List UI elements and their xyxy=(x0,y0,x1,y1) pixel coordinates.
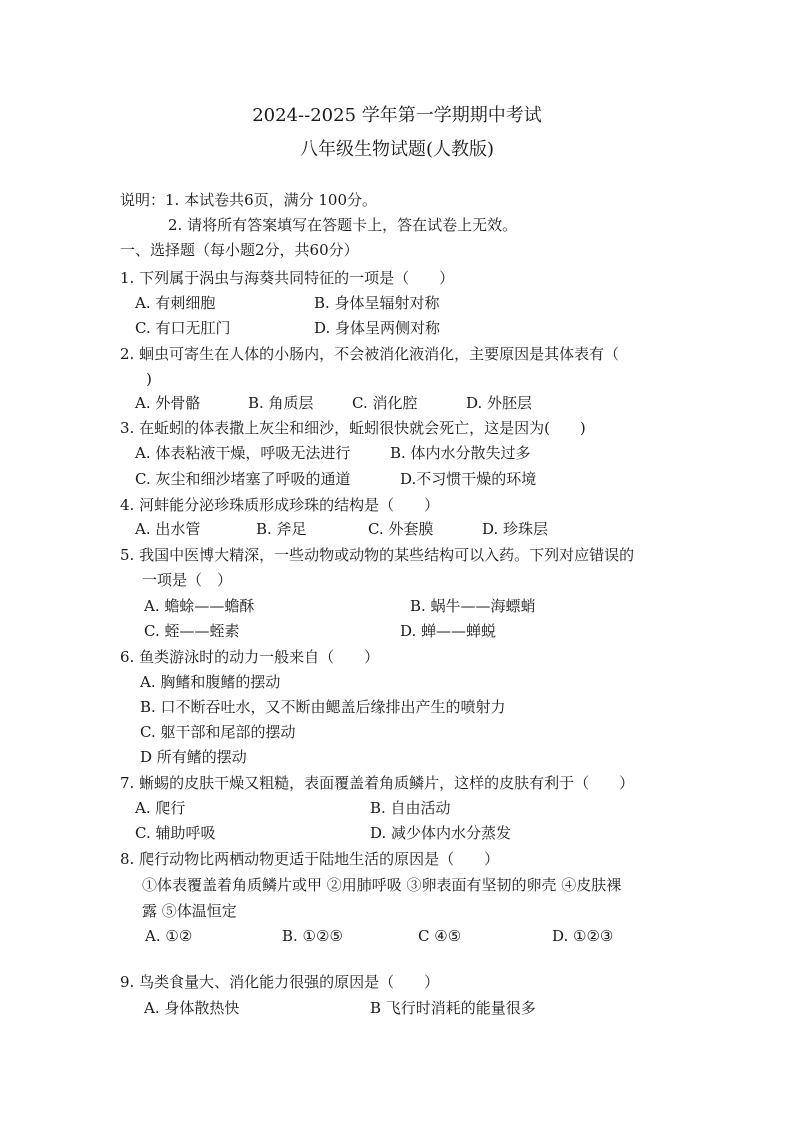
option: B. 斧足 xyxy=(256,520,307,538)
instruction-line-1: 说明：1. 本试卷共6页，满分 100分。 xyxy=(120,191,378,209)
option: B. 体内水分散失过多 xyxy=(390,444,531,462)
question-stem: 2. 蛔虫可寄生在人体的小肠内，不会被消化液消化，主要原因是其体表有（ xyxy=(120,345,620,363)
question-stem-cont: 一项是（ ） xyxy=(142,571,233,589)
section-heading: 一、选择题（每小题2分，共60分） xyxy=(120,241,359,259)
question-stem: 3. 在蚯蚓的体表撒上灰尘和细沙，蚯蚓很快就会死亡，这是因为( ) xyxy=(120,419,586,437)
option: A. 有刺细胞 xyxy=(135,294,216,312)
option: B. 角质层 xyxy=(248,394,314,412)
option: A. 爬行 xyxy=(135,799,186,817)
option: C. 躯干部和尾部的摆动 xyxy=(140,723,296,741)
option: A. ①② xyxy=(145,927,193,945)
option: A. 蟾蜍——蟾酥 xyxy=(144,597,255,615)
instruction-line-2: 2. 请将所有答案填写在答题卡上，答在试卷上无效。 xyxy=(168,216,518,234)
option: A. 胸鳍和腹鳍的摆动 xyxy=(140,673,281,691)
question-stem-cont: 露 ⑤体温恒定 xyxy=(142,902,237,920)
option: D. 外胚层 xyxy=(466,394,533,412)
option: B. 自由活动 xyxy=(370,799,451,817)
question-stem: 6. 鱼类游泳时的动力一般来自（ ） xyxy=(120,648,380,666)
question-stem: 9. 鸟类食量大、消化能力很强的原因是（ ） xyxy=(120,973,440,991)
question-stem: 1. 下列属于涡虫与海葵共同特征的一项是（ ） xyxy=(120,269,455,287)
option: C. 有口无肛门 xyxy=(135,319,231,337)
question-stem: 7. 蜥蜴的皮肤干燥又粗糙，表面覆盖着角质鳞片，这样的皮肤有利于（ ） xyxy=(120,774,635,792)
option: B 飞行时消耗的能量很多 xyxy=(370,999,536,1017)
question-stem: 4. 河蚌能分泌珍珠质形成珍珠的结构是（ ） xyxy=(120,496,440,514)
option: A. 出水管 xyxy=(135,520,201,538)
option: B. 口不断吞吐水，又不断由鳃盖后缘排出产生的喷射力 xyxy=(140,698,506,716)
option: A. 身体散热快 xyxy=(144,999,240,1017)
option: C. 蛭——蛭素 xyxy=(144,622,240,640)
option: C. 辅助呼吸 xyxy=(135,824,216,842)
option: C. 消化腔 xyxy=(352,394,418,412)
question-stem: 5. 我国中医博大精深，一些动物或动物的某些结构可以入药。下列对应错误的 xyxy=(120,546,635,564)
question-stem: 8. 爬行动物比两栖动物更适于陆地生活的原因是（ ） xyxy=(120,850,500,868)
option: A. 外骨骼 xyxy=(135,394,201,412)
question-stem-cont: ) xyxy=(146,370,152,388)
option: D. 身体呈两侧对称 xyxy=(314,319,441,337)
option: B. 蜗牛——海螵蛸 xyxy=(410,597,536,615)
option: C. 外套膜 xyxy=(368,520,434,538)
option: D. ①②③ xyxy=(552,927,614,945)
option: C ④⑤ xyxy=(418,927,462,945)
option: D. 减少体内水分蒸发 xyxy=(370,824,512,842)
question-stem-cont: ①体表覆盖着角质鳞片或甲 ②用肺呼吸 ③卵表面有坚韧的卵壳 ④皮肤裸 xyxy=(142,876,622,894)
exam-title: 2024--2025 学年第一学期期中考试 xyxy=(252,105,542,126)
option: B. 身体呈辐射对称 xyxy=(314,294,440,312)
option: C. 灰尘和细沙堵塞了呼吸的通道 xyxy=(135,470,351,488)
option: B. ①②⑤ xyxy=(282,927,343,945)
option: D.不习惯干燥的环境 xyxy=(400,470,537,488)
exam-subtitle: 八年级生物试题(人教版) xyxy=(299,139,495,160)
option: D. 珍珠层 xyxy=(482,520,549,538)
option: D 所有鳍的摆动 xyxy=(140,748,247,766)
option: A. 体表粘液干燥，呼吸无法进行 xyxy=(135,444,351,462)
option: D. 蝉——蝉蜕 xyxy=(400,622,497,640)
